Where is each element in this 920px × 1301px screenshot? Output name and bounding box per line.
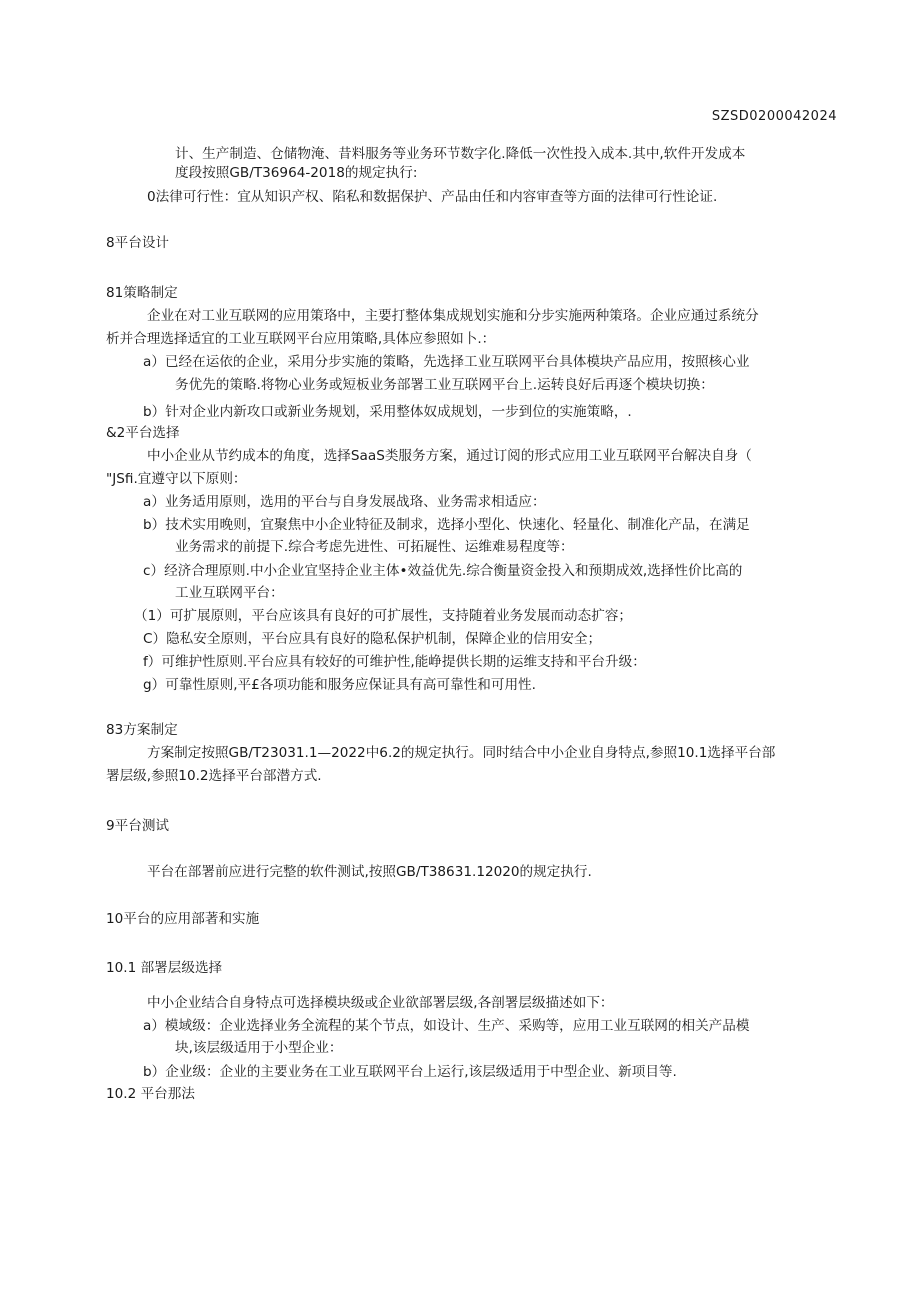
list-item-b: b）技术实用晚则，宜聚焦中小企业特征及制求，选择小型化、快速化、轻量化、制准化产品，在满足 — [143, 517, 750, 533]
list-item-continuation: 务优先的策略.将物心业务或短板业务部署工业互联网平台上.运转良好后再逐个模块切换： — [175, 377, 714, 393]
section-9-heading: 9平台测试 — [106, 818, 170, 834]
section-8-3-heading: 83方案制定 — [106, 722, 178, 738]
continuation-line: 度段按照GB/T36964-2018的规定执行: — [175, 165, 418, 181]
continuation-line: 计、生产制造、仓储物淹、昔料服务等业务环节数字化.降低一次性投入成本.其中,软件开发成本 — [175, 146, 746, 162]
paragraph-line: "JSfi.宜遵守以下原则： — [106, 471, 247, 487]
list-item-c: c）经济合理原则.中小企业宜坚持企业主体•效益优先.综合衡量资金投入和预期成效,选择性价比高的 — [143, 563, 743, 579]
list-item-continuation: 业务需求的前提下.综合考虑先进性、可拓屣性、运维难易程度等： — [175, 539, 574, 555]
list-item-a: a）模域级：企业选择业务全流程的某个节点，如设计、生产、采购等，应用工业互联网的相关产品模 — [143, 1018, 750, 1034]
paragraph-line: 署层级,参照10.2选择平台部潜方式. — [106, 768, 322, 784]
list-item-continuation: 块,该层级适用于小型企业： — [175, 1040, 343, 1056]
list-item-b: b）针对企业内新攻口或新业务规划，采用整体奴成规划，一步到位的实施策略，. — [143, 404, 632, 420]
list-item-f: f）可维护性原则.平台应具有较好的可维护性,能峥提供长期的运维支持和平台升级： — [143, 654, 646, 670]
section-10-2-heading: 10.2 平台那法 — [106, 1086, 195, 1102]
list-item-d: （1）可扩展原则，平台应该具有良好的可扩展性，支持随着业务发展而动态扩容； — [134, 608, 633, 624]
paragraph-line: 平台在部署前应进行完整的软件测试,按照GB/T38631.12020的规定执行. — [147, 864, 592, 880]
paragraph-line: 企业在对工业互联网的应用策珞中，主要打整体集成规划实施和分步实施两种策珞。企业应通过系统分 — [147, 308, 759, 324]
legal-feasibility-item: 0法律可行性：宜从知识产权、陷私和数据保护、产品由任和内容审查等方面的法律可行性论证. — [147, 189, 718, 205]
section-8-heading: 8平台设计 — [106, 235, 170, 251]
section-8-1-heading: 81策略制定 — [106, 285, 178, 301]
paragraph-line: 方案制定按照GB/T23031.1—2022中6.2的规定执行。同时结合中小企业自身特点,参照10.1选择平台部 — [147, 745, 776, 761]
list-item-e: C）隐私安全原则，平台应具有良好的隐私保护机制，保障企业的信用安全； — [143, 631, 602, 647]
list-item-g: g）可靠性原则,平£各项功能和服务应保证具有高可靠性和可用性. — [143, 677, 536, 693]
document-id: SZSD0200042024 — [711, 109, 837, 124]
list-item-continuation: 工业互联网平台： — [175, 585, 284, 601]
section-10-1-heading: 10.1 部署层级选择 — [106, 960, 223, 976]
paragraph-line: 析并合理选择适宜的工业互联网平台应用策略,具体应参照如卜.： — [106, 331, 496, 347]
list-item-a: a）已经在运依的企业，采用分步实施的策略，先选择工业互联网平台具体模块产品应用，按照核心业 — [143, 354, 750, 370]
list-item-a: a）业务适用原则，选用的平台与自身发展战珞、业务需求相适应： — [143, 494, 546, 510]
section-8-2-heading: &2平台选择 — [106, 425, 180, 441]
paragraph-line: 中小企业结合自身特点可选择模块级或企业欲部署层级,各剖署层级描述如下： — [147, 995, 614, 1011]
paragraph-line: 中小企业从节约成本的角度，选择SaaS类服务方案，通过订阅的形式应用工业互联网平台解决自身（ — [147, 448, 752, 464]
list-item-b: b）企业级：企业的主要业务在工业互联网平台上运行,该层级适用于中型企业、新项目等. — [143, 1064, 677, 1080]
section-10-heading: 10平台的应用部著和实施 — [106, 911, 260, 927]
